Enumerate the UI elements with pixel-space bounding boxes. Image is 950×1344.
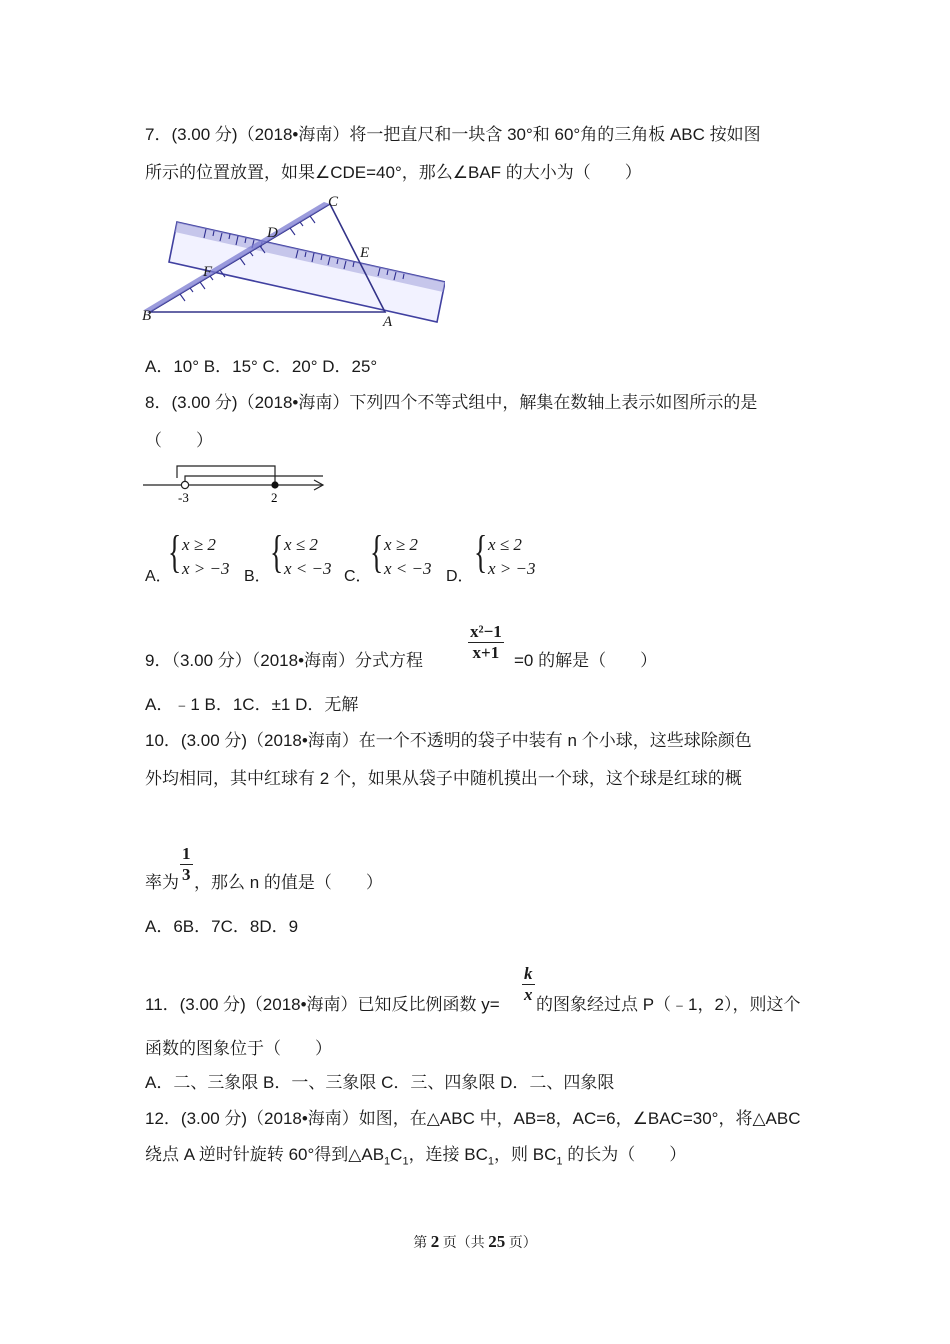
q8-text-line1: 8．(3.00 分)（2018•海南）下列四个不等式组中，解集在数轴上表示如图所示的是 bbox=[145, 393, 758, 412]
q11-text-prefix: 11．(3.00 分)（2018•海南）已知反比例函数 y= bbox=[145, 995, 500, 1014]
q10-text-line2: 外均相同，其中红球有 2 个，如果从袋子中随机摸出一个球，这个球是红球的概 bbox=[145, 769, 742, 788]
label-D: D bbox=[267, 225, 278, 241]
q7-figure bbox=[140, 194, 445, 332]
q10-frac-den: 3 bbox=[182, 865, 191, 884]
q10-fraction bbox=[180, 844, 193, 885]
q8-opt-b-label: B． bbox=[244, 568, 271, 585]
q8-opt-a-label: A． bbox=[145, 568, 172, 585]
q9-fraction bbox=[468, 622, 504, 663]
q8-c-row2: x < −3 bbox=[384, 559, 432, 578]
tick-label-2: 2 bbox=[271, 490, 278, 505]
q11-options: A．二、三象限 B．一、三象限 C．三、四象限 D．二、四象限 bbox=[145, 1073, 615, 1092]
q8-a-row1: x ≥ 2 bbox=[182, 535, 216, 554]
label-F: F bbox=[203, 264, 213, 280]
q8-b-row2: x < −3 bbox=[284, 559, 332, 578]
q8-a-row2: x > −3 bbox=[182, 559, 230, 578]
label-B: B bbox=[142, 308, 152, 324]
q10-text-prefix3: 率为 bbox=[145, 873, 179, 892]
q8-b-row1: x ≤ 2 bbox=[284, 535, 318, 554]
q8-text-line2: （ ） bbox=[145, 431, 213, 450]
label-C: C bbox=[328, 194, 339, 210]
q7-text-line1: 7．(3.00 分)（2018•海南）将一把直尺和一块含 30°和 60°角的三角板 ABC 按如图 bbox=[145, 125, 761, 144]
q10-options: A．6B．7C．8D．9 bbox=[145, 917, 299, 936]
page-number: 2 bbox=[430, 1232, 440, 1251]
q8-d-row2: x > −3 bbox=[488, 559, 536, 578]
q11-frac-num: k bbox=[524, 964, 533, 983]
q7-options: A．10° B．15° C．20° D．25° bbox=[145, 357, 378, 376]
q8-c-row1: x ≥ 2 bbox=[384, 535, 418, 554]
q11-fraction bbox=[522, 964, 535, 1005]
q12-text-line1: 12．(3.00 分)（2018•海南）如图，在△ABC 中，AB=8，AC=6，∠BAC=30°，将△ABC bbox=[145, 1109, 801, 1128]
label-E: E bbox=[360, 245, 370, 261]
tick-label-neg3: -3 bbox=[178, 490, 189, 505]
q9-frac-den: x+1 bbox=[472, 643, 500, 662]
q9-text-suffix: =0 的解是（ ） bbox=[514, 651, 658, 670]
q9-options: A．﹣1 B．1C．±1 D．无解 bbox=[145, 695, 359, 714]
q12-text-line2: 绕点 A 逆时针旋转 60°得到$\triangle AB_1C_1$，连接 $BC_1$，则 $BC_1$ 的长为（ ） bbox=[145, 1145, 687, 1168]
q9-text-prefix: 9．（3.00 分）（2018•海南）分式方程 bbox=[145, 651, 424, 670]
q10-frac-num: 1 bbox=[182, 844, 191, 863]
q11-text-line2: 函数的图象位于（ ） bbox=[145, 1039, 332, 1058]
q10-text-line1: 10．(3.00 分)（2018•海南）在一个不透明的袋子中装有 n 个小球，这些球除颜色 bbox=[145, 731, 752, 750]
q7-text-line2: 所示的位置放置，如果∠CDE=40°，那么∠BAF 的大小为（ ） bbox=[145, 163, 642, 182]
q11-frac-den: x bbox=[524, 985, 533, 1004]
q11-text-suffix: 的图象经过点 P（﹣1，2），则这个 bbox=[536, 995, 801, 1014]
q8-opt-d-label: D． bbox=[446, 568, 474, 585]
q8-opt-c-label: C． bbox=[344, 568, 372, 585]
q10-text-suffix3: ，那么 n 的值是（ ） bbox=[194, 873, 383, 892]
page-total: 25 bbox=[488, 1232, 506, 1251]
q8-number-line bbox=[143, 458, 328, 508]
q8-d-row1: x ≤ 2 bbox=[488, 535, 522, 554]
label-A: A bbox=[383, 314, 393, 330]
q9-frac-num: x²−1 bbox=[470, 622, 502, 641]
page-footer: 第 2 页（共 25 页） bbox=[413, 1232, 537, 1251]
